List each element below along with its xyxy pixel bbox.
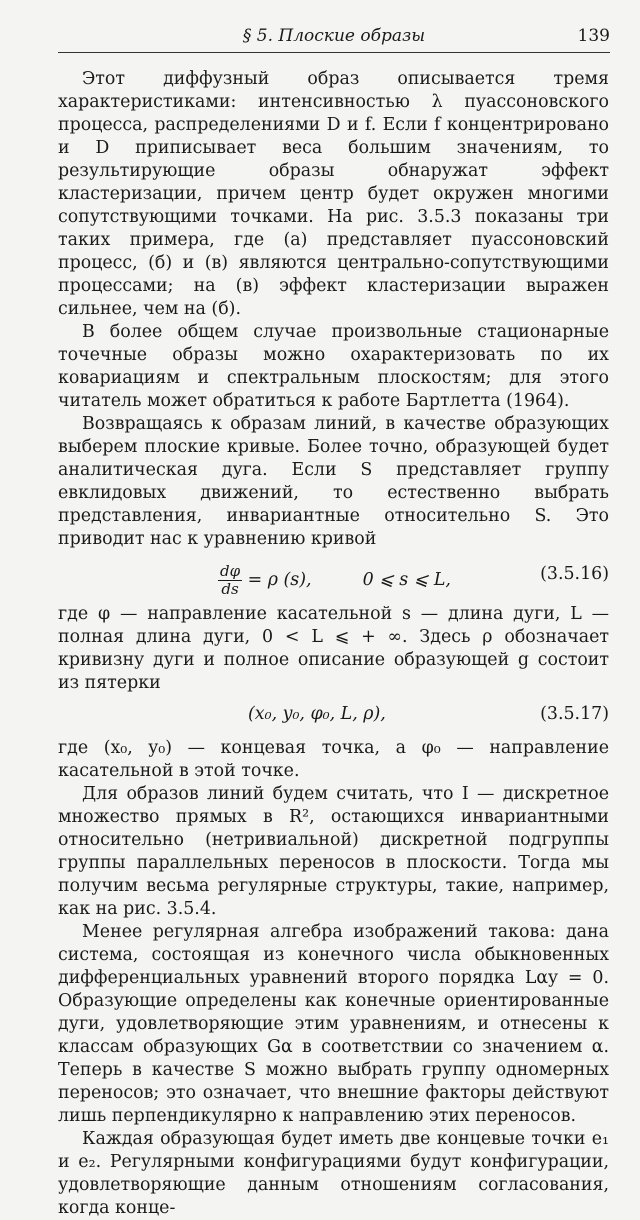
paragraph: Каждая образующая будет иметь две концевые точки e₁ и e₂. Регулярными конфигурациями будут конфигурации, удовлетворяющие данным отношениям согласования, когда конце- [58, 1129, 609, 1218]
paragraph: где φ — направление касательной s — длина дуги, L — полная длина дуги, 0 < L ⩽ + ∞. Здесь ρ обозначает кривизну дуги и полное описание образующей g состоит из пятерки [58, 604, 609, 693]
paragraph: Возвращаясь к образам линий, в качестве образующих выберем плоские кривые. Более точно, образующей будет аналитическая дуга. Если S представляет группу евклидовых движений, то естественно выбрать представления, инвариантные относительно S. Это приводит нас к уравнению кривой [58, 414, 609, 549]
fraction-denominator: ds [221, 580, 239, 598]
running-title: § 5. Плоские образы [242, 26, 426, 46]
paragraph: В более общем случае произвольные стационарные точечные образы можно охарактеризовать по их ковариациям и спектральным плоскостям; для этого читатель может обратиться к работе Бартлетта (1964). [58, 322, 609, 411]
equation-number: (3.5.16) [540, 564, 609, 584]
paragraph: Менее регулярная алгебра изображений такова: дана система, состоящая из конечного числа обыкновенных дифференциальных уравнений второго порядка Lαy = 0. Образующие определены как конечные ориентированные дуги, удовлетворяющие этим уравнениям, и отнесены к классам образующих Gα в соответствии со значением α. Теперь в качестве S можно выбрать группу одномерных переносов; это означает, что внешние факторы действуют лишь перпендикулярно к направлению этих переносов. [58, 922, 609, 1126]
paragraph: Этот диффузный образ описывается тремя характеристиками: интенсивностью λ пуассоновского процесса, распределениями D и f. Если f концентрировано и D приписывает веса большим значениям, то результирующие образы обнаружат эффект кластеризации, причем центр будет окружен многими сопутствующими точками. На рис. 3.5.3 показаны три таких примера, где (а) представляет пуассоновский процесс, (б) и (в) являются центрально-сопутствующими процессами; на (в) эффект кластеризации выражен сильнее, чем на (б). [58, 69, 609, 319]
equation-range: 0 ⩽ s ⩽ L, [362, 570, 451, 590]
page-body [58, 68, 609, 1220]
equation-formula: (x₀, y₀, φ₀, L, ρ), [248, 704, 386, 724]
page-number: 139 [577, 26, 610, 46]
equation-3-5-16 [58, 555, 609, 599]
fraction [218, 563, 242, 598]
equation-rhs: = ρ (s), [247, 570, 312, 590]
paragraph: Для образов линий будем считать, что I — дискретное множество прямых в R², остающихся инвариантными относительно (нетривиальной) дискретной подгруппы группы параллельных переносов в плоскости. Тогда мы получим весьма регулярные структуры, такие, например, как на рис. 3.5.4. [58, 784, 609, 919]
equation-3-5-17 [58, 699, 609, 733]
equation-formula [218, 563, 451, 598]
fraction-numerator: dφ [220, 562, 241, 580]
equation-number: (3.5.17) [540, 704, 609, 724]
paragraph: где (x₀, y₀) — концевая точка, а φ₀ — направление касательной в этой точке. [58, 738, 609, 781]
page-header [58, 22, 610, 53]
